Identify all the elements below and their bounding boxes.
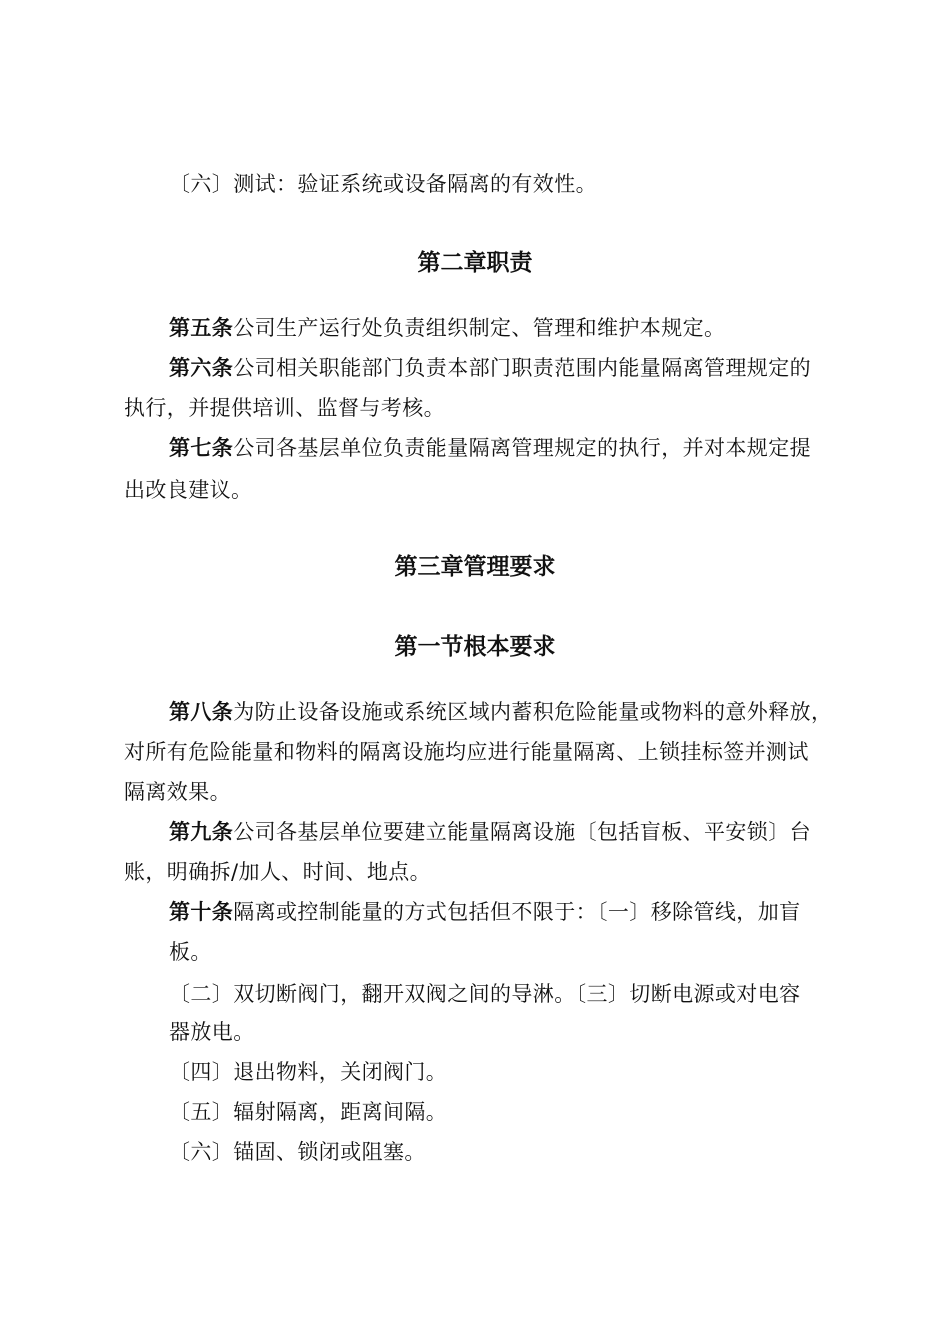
item-four: 〔四〕退出物料，关闭阀门。	[169, 1060, 448, 1084]
article-nine-line-2: 账，明确拆/加人、时间、地点。	[124, 860, 432, 884]
chapter-three-title: 第三章管理要求	[394, 554, 556, 580]
article-five-text: 公司生产运行处负责组织制定、管理和维护本规定。	[233, 316, 726, 340]
section-one-title: 第一节根本要求	[394, 634, 556, 660]
item-two-line-2: 器放电。	[169, 1020, 255, 1044]
article-six-line-1	[169, 354, 811, 382]
article-five	[169, 314, 725, 342]
article-ten-line-2: 板。	[169, 940, 212, 964]
article-seven-line-1	[169, 434, 811, 462]
article-ten-text-1: 隔离或控制能量的方式包括但不限于：〔一〕移除管线，加盲	[233, 900, 801, 924]
article-seven-line-2: 出改良建议。	[124, 478, 253, 502]
article-eight-line-1	[169, 698, 832, 726]
item-five: 〔五〕辐射隔离，距离间隔。	[169, 1100, 448, 1124]
article-five-label: 第五条	[169, 316, 234, 340]
article-eight-line-2: 对所有危险能量和物料的隔离设施均应进行能量隔离、上锁挂标签并测试	[124, 740, 809, 764]
article-six-line-2: 执行，并提供培训、监督与考核。	[124, 396, 445, 420]
article-eight-line-3: 隔离效果。	[124, 780, 231, 804]
item-six-testing: 〔六〕测试：验证系统或设备隔离的有效性。	[169, 172, 597, 196]
article-eight-label: 第八条	[169, 700, 234, 724]
article-seven-text-1: 公司各基层单位负责能量隔离管理规定的执行，并对本规定提	[233, 436, 812, 460]
article-eight-text-1: 为防止设备设施或系统区域内蓄积危险能量或物料的意外释放，	[233, 700, 833, 724]
article-seven-label: 第七条	[169, 436, 234, 460]
article-six-text-1: 公司相关职能部门负责本部门职责范围内能量隔离管理规定的	[233, 356, 812, 380]
article-ten-line-1	[169, 898, 801, 926]
item-two-line-1: 〔二〕双切断阀门，翻开双阀之间的导淋。〔三〕切断电源或对电容	[169, 982, 801, 1006]
chapter-two-title: 第二章职责	[417, 250, 533, 276]
article-nine-text-1: 公司各基层单位要建立能量隔离设施〔包括盲板、平安锁〕台	[233, 820, 812, 844]
article-nine-label: 第九条	[169, 820, 234, 844]
item-six: 〔六〕锚固、锁闭或阻塞。	[169, 1140, 426, 1164]
article-nine-line-1	[169, 818, 811, 846]
article-six-label: 第六条	[169, 356, 234, 380]
article-ten-label: 第十条	[169, 900, 234, 924]
